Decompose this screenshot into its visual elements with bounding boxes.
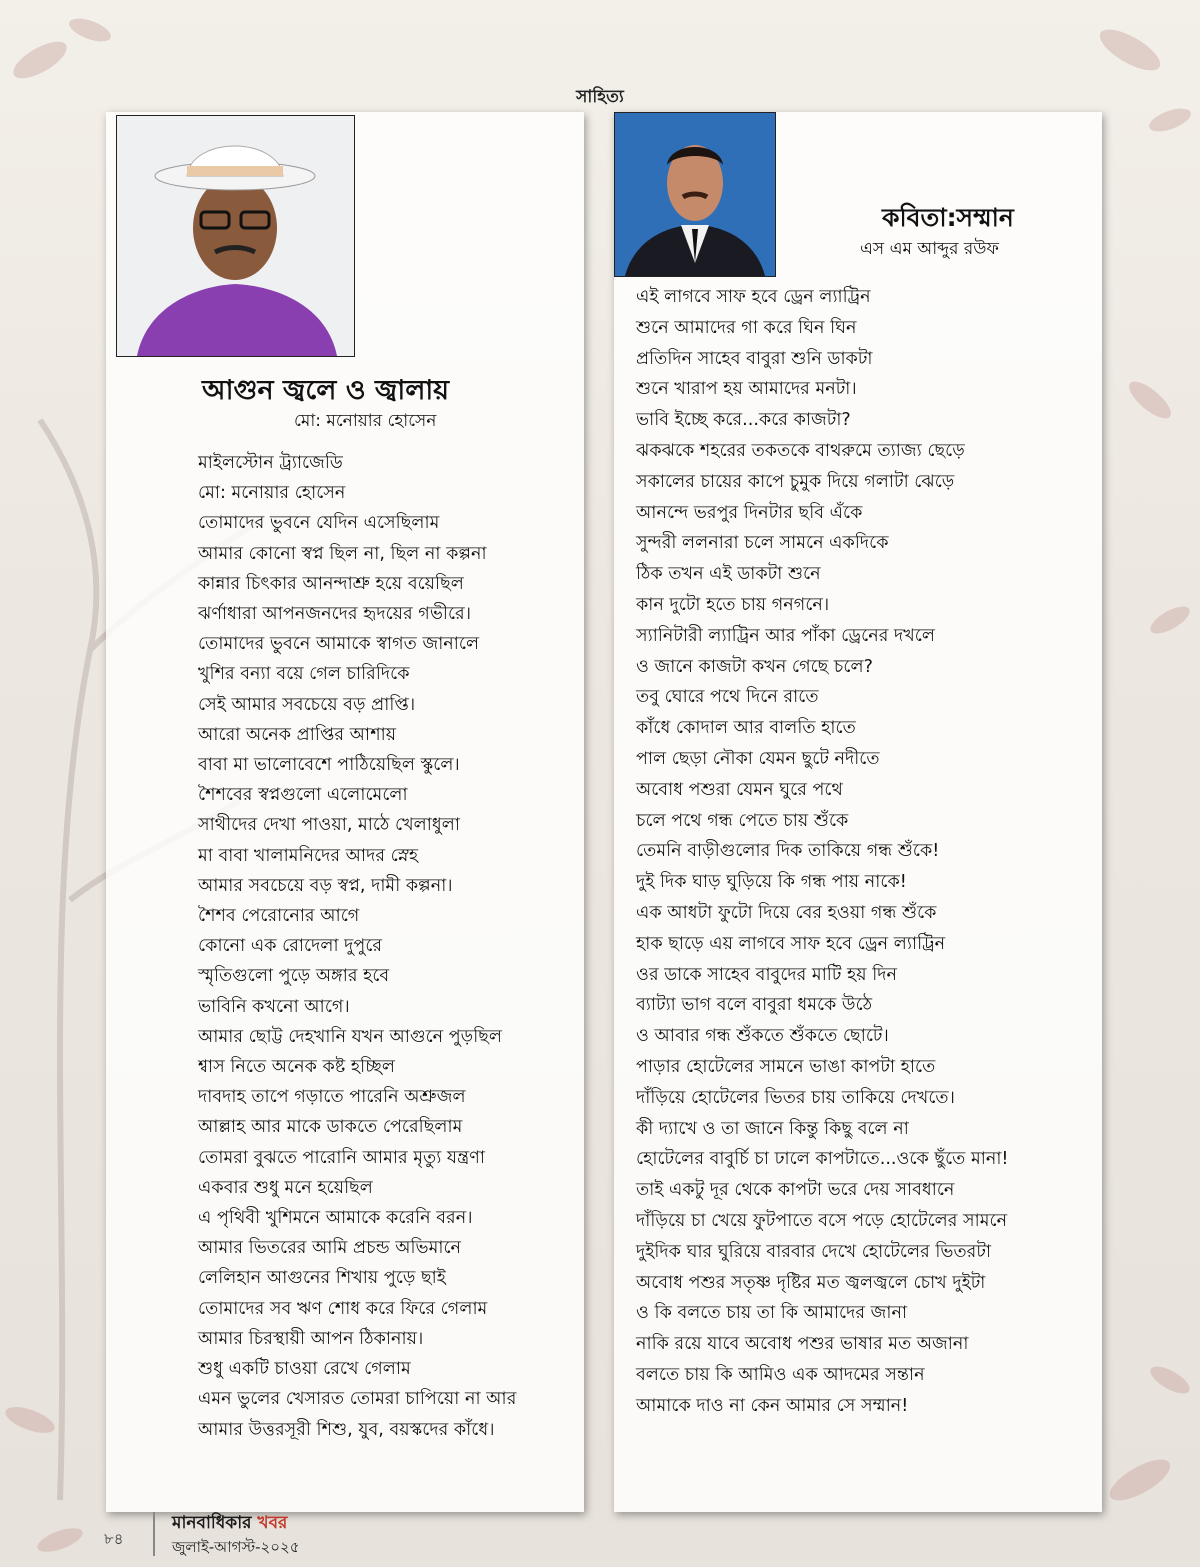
poem-line: ভাবিনি কখনো আগে।	[198, 996, 350, 1017]
poem-line: আমাকে দাও না কেন আমার সে সম্মান!	[636, 1395, 909, 1416]
poem-line: দুই দিক ঘাড় ঘুড়িয়ে কি গন্ধ পায় নাকে!	[636, 872, 907, 893]
author-photo-left	[116, 115, 355, 357]
poem-line: সুন্দরী ললনারা চলে সামনে একদিকে	[636, 533, 889, 554]
section-label: সাহিত্য	[576, 87, 624, 107]
poem-line: শৈশব পেরোনোর আগে	[198, 906, 360, 927]
poem-line: বলতে চায় কি আমিও এক আদমের সন্তান	[636, 1364, 925, 1385]
poem-line: ঠিক তখন এই ডাকটা শুনে	[636, 564, 821, 585]
poem-line: আল্লাহ আর মাকে ডাকতে পেরেছিলাম	[198, 1117, 463, 1138]
poem-line: এমন ভুলের খেসারত তোমরা চাপিয়ো না আর	[198, 1389, 517, 1410]
poem-line: খুশির বন্যা বয়ে গেল চারিদিকে	[198, 664, 410, 685]
poem-title-left: আগুন জ্বলে ও জ্বালায়	[202, 375, 450, 406]
poem-title-right: কবিতা:সম্মান	[882, 203, 1014, 232]
poem-line: শুধু একটি চাওয়া রেখে গেলাম	[198, 1359, 411, 1380]
poem-author-left: মো: মনোয়ার হোসেন	[294, 411, 437, 431]
poem-line: সাথীদের দেখা পাওয়া, মাঠে খেলাধুলা	[198, 815, 460, 836]
poem-line: প্রতিদিন সাহেব বাবুরা শুনি ডাকটা	[636, 348, 873, 369]
page-number: ৮৪	[104, 1530, 124, 1548]
poem-line: সেই আমার সবচেয়ে বড় প্রাপ্তি।	[198, 694, 416, 715]
poem-line: অবোধ পশুরা যেমন ঘুরে পথে	[636, 779, 843, 800]
poem-line: পাল ছেড়া নৌকা যেমন ছুটে নদীতে	[636, 748, 880, 769]
poem-line: আমার কোনো স্বপ্ন ছিল না, ছিল না কল্পনা	[198, 543, 487, 564]
poem-body-right	[636, 282, 1008, 1421]
poem-line: লেলিহান আগুনের শিখায় পুড়ে ছাই	[198, 1268, 446, 1289]
issue-date: জুলাই-আগস্ট-২০২৫	[172, 1538, 300, 1556]
poem-line: দাবদাহ তাপে গড়াতে পারেনি অশ্রুজল	[198, 1087, 466, 1108]
poem-panel-left	[106, 112, 584, 1512]
poem-line: হোটেলের বাবুর্চি চা ঢালে কাপটাতে...ওকে ছুঁতে মানা!	[636, 1149, 1009, 1170]
poem-line: এ পৃথিবী খুশিমনে আমাকে করেনি বরন।	[198, 1208, 473, 1229]
poem-line: মো: মনোয়ার হোসেন	[198, 483, 346, 504]
poem-line: আমার ভিতরের আমি প্রচন্ড অভিমানে	[198, 1238, 462, 1259]
poem-line: মাইলস্টোন ট্র্যাজেডি	[198, 453, 343, 473]
poem-line: তবু ঘোরে পথে দিনে রাতে	[636, 687, 819, 708]
poem-line: কাঁধে কোদাল আর বালতি হাতে	[636, 718, 856, 739]
poem-line: আমার ছোট্ট দেহখানি যখন আগুনে পুড়ছিল	[198, 1026, 503, 1047]
author-photo-right	[614, 112, 776, 277]
poem-line: ও আবার গন্ধ শুঁকতে শুঁকতে ছোটে।	[636, 1026, 889, 1047]
poem-line: ঝকঝকে শহরের তকতকে বাথরুমে ত্যাজ্য ছেড়ে	[636, 440, 965, 461]
poem-line: দাঁড়িয়ে হোটেলের ভিতর চায় তাকিয়ে দেখতে।	[636, 1087, 955, 1108]
poem-author-right: এস এম আব্দুর রউফ	[860, 239, 999, 259]
poem-body-left	[198, 448, 516, 1445]
poem-line: এই লাগবে সাফ হবে ড্রেন ল্যাট্রিন	[636, 287, 871, 307]
poem-line: আরো অনেক প্রাপ্তির আশায়	[198, 724, 397, 745]
poem-line: ওর ডাকে সাহেব বাবুদের মাটি হয় দিন	[636, 964, 897, 985]
poem-line: ব্যাট্যা ভাগ বলে বাবুরা ধমকে উঠে	[636, 995, 873, 1016]
poem-line: শৈশবের স্বপ্নগুলো এলোমেলো	[198, 785, 408, 806]
poem-line: দাঁড়িয়ে চা খেয়ে ফুটপাতে বসে পড়ে হোটেলের সামনে	[636, 1210, 1008, 1231]
magazine-title-part1: মানবাধিকার	[172, 1513, 258, 1533]
poem-line: শুনে খারাপ হয় আমাদের মনটা।	[636, 379, 857, 400]
poem-line: ঝর্ণাধারা আপনজনদের হৃদয়ের গভীরে।	[198, 604, 471, 625]
poem-line: নাকি রয়ে যাবে অবোধ পশুর ভাষার মত অজানা	[636, 1334, 969, 1355]
poem-line: আমার উত্তরসূরী শিশু, যুব, বয়স্কদের কাঁধে।	[198, 1419, 495, 1440]
poem-line: তোমাদের সব ঋণ শোধ করে ফিরে গেলাম	[198, 1298, 488, 1319]
poem-line: আনন্দে ভরপুর দিনটার ছবি এঁকে	[636, 502, 863, 523]
poem-line: ও জানে কাজটা কখন গেছে চলে?	[636, 656, 873, 677]
poem-line: আমার সবচেয়ে বড় স্বপ্ন, দামী কল্পনা।	[198, 875, 453, 896]
poem-line: দুইদিক ঘার ঘুরিয়ে বারবার দেখে হোটেলের ভিতরটা	[636, 1241, 992, 1262]
poem-line: কোনো এক রোদেলা দুপুরে	[198, 936, 383, 957]
poem-line: তোমাদের ভুবনে যেদিন এসেছিলাম	[198, 513, 440, 534]
poem-line: এক আধটা ফুটো দিয়ে বের হওয়া গন্ধ শুঁকে	[636, 902, 937, 923]
poem-line: কী দ্যাখে ও তা জানে কিন্তু কিছু বলে না	[636, 1118, 909, 1139]
poem-line: একবার শুধু মনে হয়েছিল	[198, 1177, 373, 1198]
poem-line: সকালের চায়ের কাপে চুমুক দিয়ে গলাটা ঝেড়ে	[636, 471, 955, 492]
poem-line: বাবা মা ভালোবেশে পাঠিয়েছিল স্কুলে।	[198, 755, 460, 776]
poem-line: কান দুটো হতে চায় গনগনে।	[636, 594, 830, 615]
poem-line: তোমাদের ভুবনে আমাকে স্বাগত জানালে	[198, 634, 480, 655]
poem-line: হাক ছাড়ে এয় লাগবে সাফ হবে ড্রেন ল্যাট্রিন	[636, 933, 946, 954]
poem-line: পাড়ার হোটেলের সামনে ভাঙা কাপটা হাতে	[636, 1056, 936, 1077]
poem-line: চলে পথে গন্ধ পেতে চায় শুঁকে	[636, 810, 849, 831]
poem-line: স্যানিটারী ল্যাট্রিন আর পাঁকা ড্রেনের দখলে	[636, 625, 935, 646]
poem-line: কান্নার চিৎকার আনন্দাশ্রু হয়ে বয়েছিল	[198, 573, 464, 594]
poem-line: ও কি বলতে চায় তা কি আমাদের জানা	[636, 1303, 908, 1324]
footer-divider	[153, 1512, 155, 1556]
poem-panel-right	[614, 112, 1102, 1512]
poem-line: শ্বাস নিতে অনেক কষ্ট হচ্ছিল	[198, 1057, 395, 1078]
poem-line: ভাবি ইচ্ছে করে...করে কাজটা?	[636, 410, 851, 431]
poem-line: স্মৃতিগুলো পুড়ে অঙ্গার হবে	[198, 966, 390, 987]
poem-line: আমার চিরস্থায়ী আপন ঠিকানায়।	[198, 1328, 424, 1349]
poem-line: অবোধ পশুর সতৃষ্ণ দৃষ্টির মত জ্বলজ্বলে চোখ দুইটা	[636, 1272, 986, 1293]
poem-line: শুনে আমাদের গা করে ঘিন ঘিন	[636, 317, 857, 338]
poem-line: মা বাবা খালামনিদের আদর স্নেহ	[198, 845, 419, 866]
poem-line: তাই একটু দূর থেকে কাপটা ভরে দেয় সাবধানে	[636, 1180, 955, 1201]
magazine-title	[172, 1510, 287, 1538]
poem-line: তোমরা বুঝতে পারোনি আমার মৃত্যু যন্ত্রণা	[198, 1147, 485, 1168]
magazine-title-part2: খবর	[257, 1513, 288, 1533]
poem-line: তেমনি বাড়ীগুলোর দিক তাকিয়ে গন্ধ শুঁকে!	[636, 841, 940, 862]
